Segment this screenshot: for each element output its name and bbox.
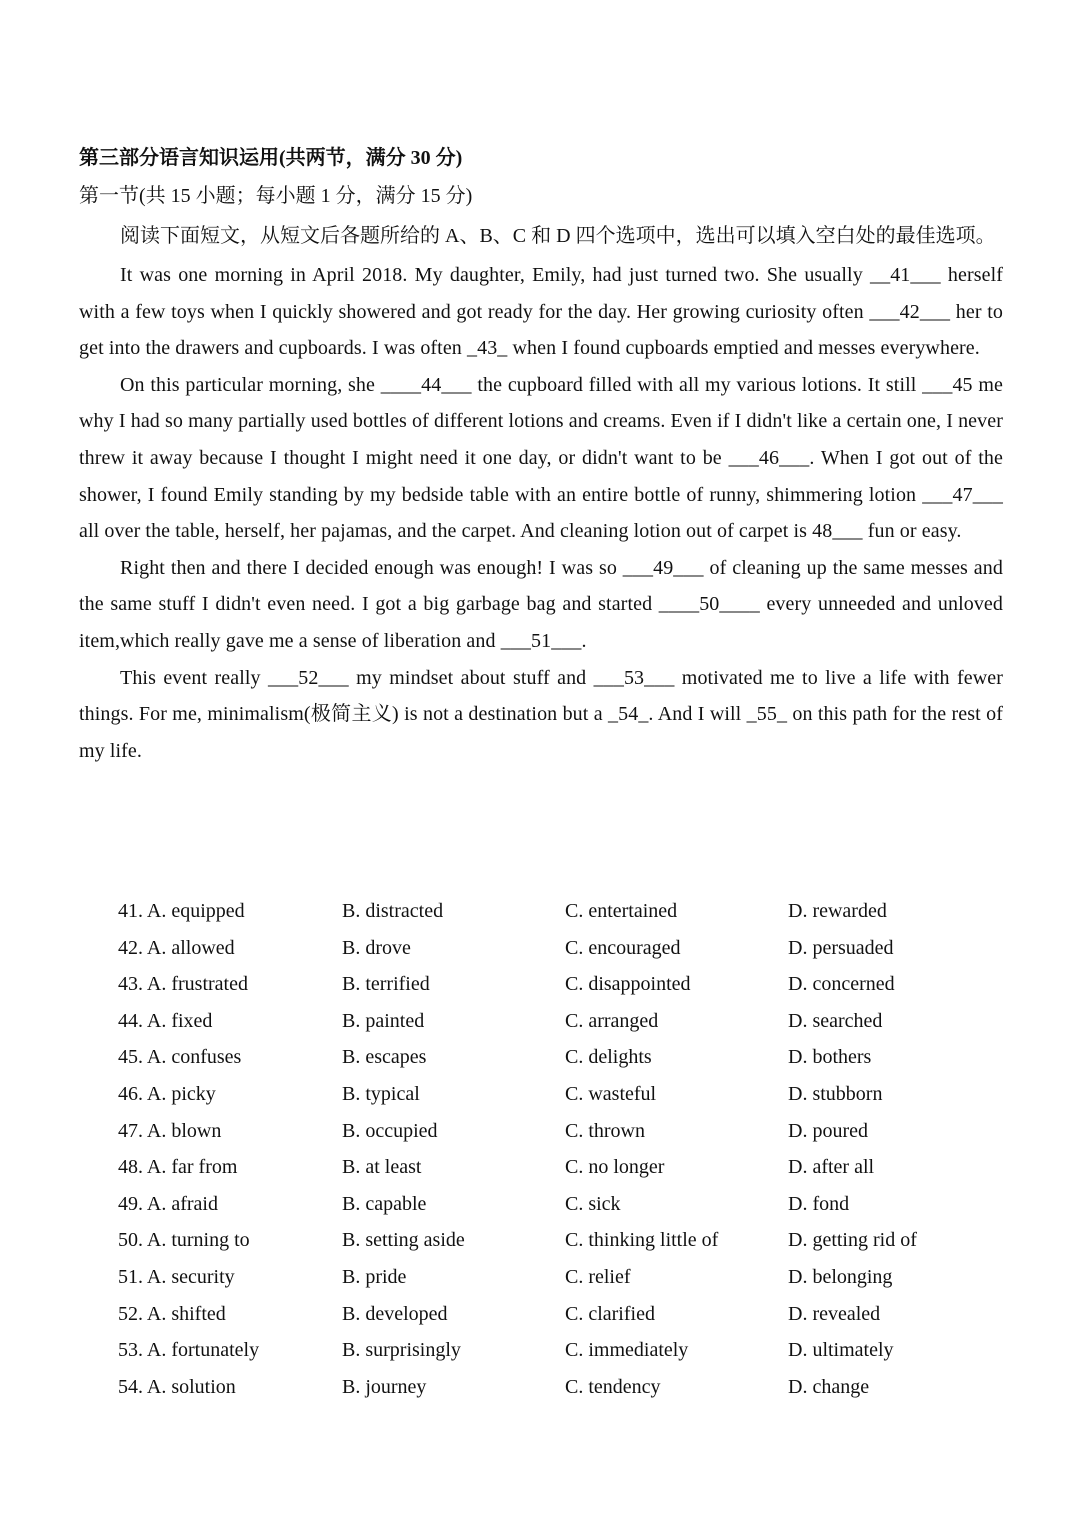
option-c: C. disappointed [565,973,691,996]
option-a: 48. A. far from [118,1156,238,1179]
option-d: D. rewarded [788,900,887,922]
option-a: 49. A. afraid [118,1192,218,1215]
question-row [118,1222,1018,1259]
option-c: C. sick [565,1192,621,1215]
option-d: D. stubborn [788,1082,883,1105]
option-c: C. wasteful [565,1082,657,1105]
option-b: B. capable [342,1192,427,1215]
option-d: D. persuaded [788,936,894,959]
option-a: 51. A. security [118,1265,235,1288]
option-b: B. escapes [342,1046,427,1069]
question-row [118,1149,1018,1186]
question-row [118,1186,1018,1223]
option-a: 54. A. solution [118,1375,236,1398]
option-b: B. typical [342,1082,420,1105]
question-row [118,1259,1018,1296]
part-title: 第三部分语言知识运用(共两节，满分 30 分) [79,147,463,169]
option-b: B. occupied [342,1119,438,1142]
option-b: B. surprisingly [342,1339,461,1362]
option-c: C. delights [565,1046,652,1069]
option-c: C. thrown [565,1119,645,1142]
option-d: D. bothers [788,1046,872,1069]
option-d: D. change [788,1375,870,1398]
passage-paragraph: Right then and there I decided enough was enough! I was so ___49___ of cleaning up the same messes and the same stuff I didn't even need. I got a big garbage bag and started ____50____ every unneeded and unloved item,which really gave me a sense of liberation and ___51___. [79,556,1003,652]
option-a: 43. A. frustrated [118,973,248,996]
passage [79,257,1003,769]
question-row [118,1113,1018,1150]
option-b: B. painted [342,1009,425,1032]
option-d: D. belonging [788,1265,893,1288]
option-b: B. pride [342,1265,407,1288]
question-row [118,1039,1018,1076]
option-a: 47. A. blown [118,1119,222,1142]
question-row [118,1003,1018,1040]
option-a: 42. A. allowed [118,936,235,959]
question-row [118,1076,1018,1113]
option-c: C. entertained [565,900,678,922]
option-b: B. drove [342,936,411,959]
option-b: B. at least [342,1156,422,1179]
option-d: D. getting rid of [788,1229,917,1252]
instructions: 阅读下面短文，从短文后各题所给的 A、B、C 和 D 四个选项中，选出可以填入空白处的最佳选项。 [120,225,996,247]
option-a: 41. A. equipped [118,900,245,922]
option-d: D. revealed [788,1302,881,1325]
option-c: C. arranged [565,1009,659,1032]
exam-page [79,140,1003,769]
option-d: D. poured [788,1119,868,1142]
option-c: C. clarified [565,1302,655,1325]
option-d: D. after all [788,1156,875,1179]
option-c: C. tendency [565,1375,661,1398]
option-b: B. distracted [342,900,444,922]
passage-paragraph: This event really ___52___ my mindset about stuff and ___53___ motivated me to live a life with fewer things. For me, minimalism(极简主义) is not a destination but a _54_. And I will _55_ on this path for the rest of my life. [79,666,1003,762]
options-list [118,893,1018,1405]
option-c: C. immediately [565,1339,689,1362]
question-row [118,930,1018,967]
section-title: 第一节(共 15 小题；每小题 1 分，满分 15 分) [79,185,473,207]
option-d: D. ultimately [788,1339,894,1362]
option-c: C. relief [565,1265,631,1288]
passage-paragraph: It was one morning in April 2018. My daughter, Emily, had just turned two. She usually __41___ herself with a few toys when I quickly showered and got ready for the day. Her growing curiosity often ___42___ her to get into the drawers and cupboards. I was often _43_ when I found cupboards emptied and messes everywhere. [79,264,1003,360]
option-d: D. searched [788,1009,883,1032]
option-d: D. fond [788,1192,850,1215]
option-b: B. developed [342,1302,448,1325]
option-a: 52. A. shifted [118,1302,226,1325]
question-row [118,966,1018,1003]
option-c: C. no longer [565,1156,665,1179]
option-a: 45. A. confuses [118,1046,242,1069]
option-b: B. setting aside [342,1229,465,1252]
option-b: B. journey [342,1375,427,1398]
option-a: 53. A. fortunately [118,1339,260,1362]
option-c: C. thinking little of [565,1229,719,1252]
option-c: C. encouraged [565,936,681,959]
option-a: 46. A. picky [118,1082,216,1105]
question-row [118,893,1018,930]
question-row [118,1369,1018,1406]
passage-paragraph: On this particular morning, she ____44___ the cupboard filled with all my various lotions. It still ___45 me why I had so many partially used bottles of different lotions and creams. Even if I didn't like a certain one, I never threw it away because I thought I might need it one day, or didn't want to be ___46___. When I got out of the shower, I found Emily standing by my bedside table with an entire bottle of runny, shimmering lotion ___47___ all over the table, herself, her pajamas, and the carpet. And cleaning lotion out of carpet is 48___ fun or easy. [79,373,1003,543]
option-d: D. concerned [788,973,895,996]
question-row [118,1296,1018,1333]
option-b: B. terrified [342,973,430,996]
question-row [118,1332,1018,1369]
option-a: 50. A. turning to [118,1229,250,1252]
option-a: 44. A. fixed [118,1009,213,1032]
